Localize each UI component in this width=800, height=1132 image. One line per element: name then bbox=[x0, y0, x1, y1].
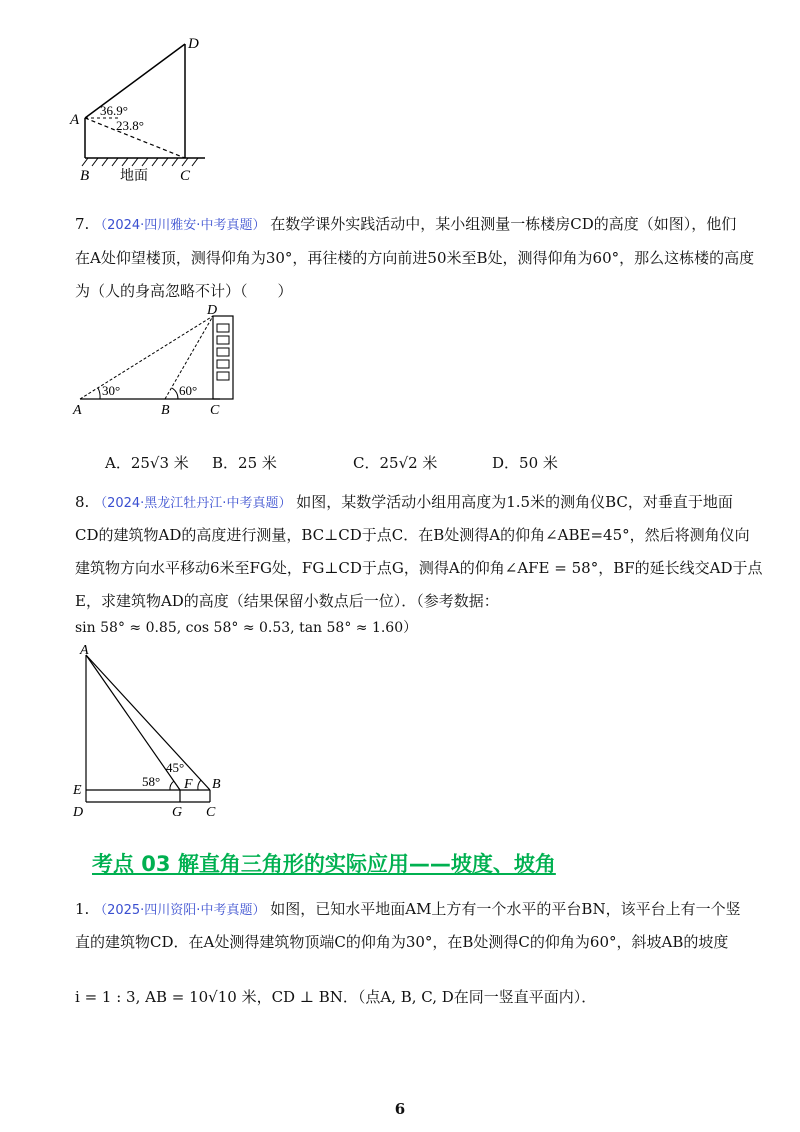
q8-line1 bbox=[75, 491, 733, 512]
q7-line1 bbox=[75, 213, 736, 234]
fig6-angle-2: 23.8° bbox=[116, 118, 144, 133]
fig7-label-b: B bbox=[161, 403, 170, 418]
fig8-label-b: B bbox=[212, 777, 221, 792]
q8-number: 8. bbox=[75, 493, 90, 511]
fig8-label-g: G bbox=[172, 805, 183, 820]
q8-source: （2024·黑龙江牡丹江·中考真题） bbox=[94, 496, 292, 511]
fig7-label-d: D bbox=[207, 303, 218, 318]
q7-choice-d: D．50 米 bbox=[492, 454, 558, 472]
q8-text1: 如图，某数学活动小组用高度为1.5米的测角仪BC，对垂直于地面 bbox=[296, 493, 733, 511]
q1-line1 bbox=[75, 898, 741, 919]
q7-choice-a: A．25√3 米 bbox=[105, 454, 189, 472]
q7-source: （2024·四川雅安·中考真题） bbox=[94, 218, 266, 233]
figure-q7 bbox=[65, 300, 255, 420]
fig8-label-d: D bbox=[73, 805, 84, 820]
fig6-angle-1: 36.9° bbox=[100, 103, 128, 118]
fig6-label-b: B bbox=[80, 168, 90, 184]
fig6-ground-label: 地面 bbox=[120, 169, 148, 184]
fig8-label-c: C bbox=[206, 805, 216, 820]
q8-line2: CD的建筑物AD的高度进行测量，BC⊥CD于点C．在B处测得A的仰角∠ABE=45°，然后将测角仪向 bbox=[75, 526, 750, 544]
fig8-label-a: A bbox=[80, 643, 89, 658]
q1-source: （2025·四川资阳·中考真题） bbox=[94, 903, 266, 918]
q1-line2: 直的建筑物CD．在A处测得建筑物顶端C的仰角为30°，在B处测得C的仰角为60°，斜坡AB的坡度 bbox=[75, 933, 729, 951]
fig8-angle-58: 58° bbox=[142, 774, 161, 789]
q1-line3: i = 1 : 3, AB = 10√10 米，CD ⊥ BN．（点A, B, C, D在同一竖直平面内）． bbox=[75, 988, 597, 1006]
q8-line5: sin 58° ≈ 0.85, cos 58° ≈ 0.53, tan 58° ≈ 1.60） bbox=[75, 620, 418, 636]
page-number: 6 bbox=[394, 1100, 406, 1118]
section-heading: 考点 03 解直角三角形的实际应用——坡度、坡角 bbox=[92, 852, 556, 876]
q1-number: 1. bbox=[75, 900, 90, 918]
q7-line2: 在A处仰望楼顶，测得仰角为30°，再往楼的方向前进50米至B处，测得仰角为60°，那么这栋楼的高度 bbox=[75, 249, 755, 267]
fig8-label-e: E bbox=[73, 783, 82, 798]
q7-line3: 为（人的身高忽略不计）（ ） bbox=[75, 282, 293, 300]
q8-line4: E，求建筑物AD的高度（结果保留小数点后一位）．（参考数据： bbox=[75, 592, 499, 610]
figure-q6 bbox=[60, 30, 240, 190]
fig7-label-a: A bbox=[73, 403, 82, 418]
q1-text1: 如图，已知水平地面AM上方有一个水平的平台BN，该平台上有一个竖 bbox=[270, 900, 741, 918]
q8-line3: 建筑物方向水平移动6米至FG处，FG⊥CD于点G，测得A的仰角∠AFE = 58°，BF的延长线交AD于点 bbox=[75, 559, 763, 577]
fig7-angle-b: 60° bbox=[179, 383, 198, 398]
q7-choice-b: B．25 米 bbox=[212, 454, 277, 472]
fig8-angle-45: 45° bbox=[166, 760, 185, 775]
q7-number: 7. bbox=[75, 215, 90, 233]
fig7-label-c: C bbox=[210, 403, 220, 418]
fig6-label-c: C bbox=[180, 168, 191, 184]
q7-text1: 在数学课外实践活动中，某小组测量一栋楼房CD的高度（如图），他们 bbox=[270, 215, 737, 233]
fig6-label-a: A bbox=[70, 112, 80, 128]
fig8-label-f: F bbox=[184, 777, 193, 792]
q7-choice-c: C．25√2 米 bbox=[353, 454, 438, 472]
fig7-angle-a: 30° bbox=[102, 383, 121, 398]
fig6-label-d: D bbox=[188, 36, 199, 52]
figure-q8 bbox=[70, 640, 240, 820]
